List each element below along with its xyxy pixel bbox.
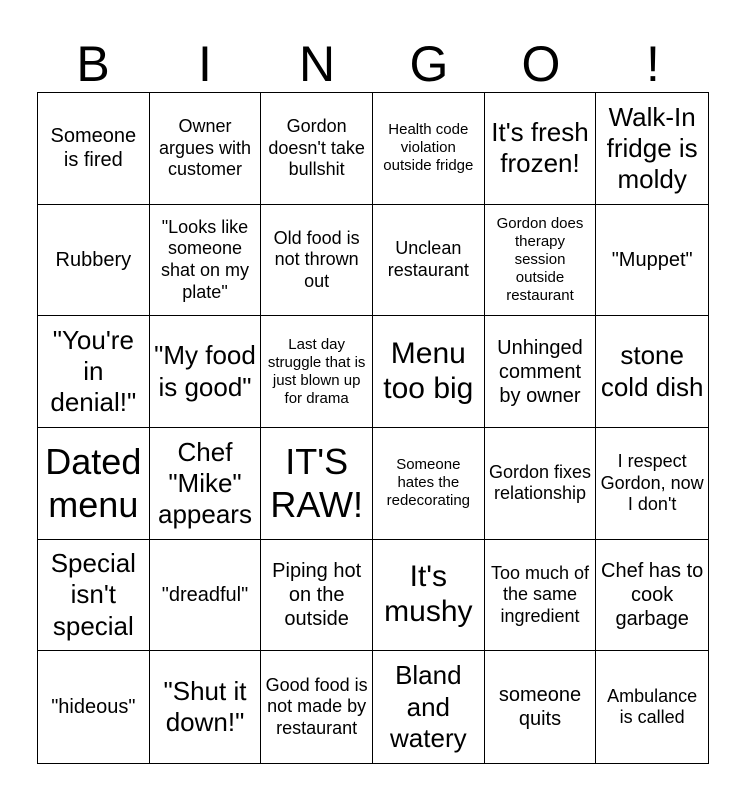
bingo-cell-r3-c6[interactable] <box>596 316 708 428</box>
cell-text: "My food is good" <box>154 340 256 402</box>
bingo-cell-r2-c5[interactable] <box>485 205 597 317</box>
bingo-cell-r6-c6[interactable] <box>596 651 708 763</box>
bingo-cell-r6-c3[interactable] <box>261 651 373 763</box>
cell-text: Special isn't special <box>50 548 136 641</box>
bingo-cell-r5-c4[interactable] <box>373 540 485 652</box>
header-letter-g: G <box>409 36 449 92</box>
cell-text: "Looks like someone shat on my plate" <box>160 216 250 302</box>
bingo-board <box>37 92 709 764</box>
cell-text: Good food is not made by restaurant <box>265 674 368 738</box>
bingo-cell-r2-c6[interactable] <box>596 205 708 317</box>
bingo-cell-r1-c3[interactable] <box>261 93 373 205</box>
header-letter-exclamation: ! <box>646 36 660 92</box>
cell-text: Last day struggle that is just blown up for drama <box>267 335 366 407</box>
bingo-cell-r4-c2[interactable] <box>150 428 262 540</box>
bingo-cell-r3-c4[interactable] <box>373 316 485 428</box>
cell-text: someone quits <box>498 684 582 731</box>
bingo-cell-r6-c5[interactable] <box>485 651 597 763</box>
bingo-cell-r5-c2[interactable] <box>150 540 262 652</box>
bingo-cell-r5-c3[interactable] <box>261 540 373 652</box>
bingo-cell-r1-c5[interactable] <box>485 93 597 205</box>
bingo-cell-r3-c3[interactable] <box>261 316 373 428</box>
cell-text: Gordon doesn't take bullshit <box>268 115 365 180</box>
cell-text: Piping hot on the outside <box>272 559 362 630</box>
bingo-cell-r3-c1[interactable] <box>38 316 150 428</box>
bingo-cell-r5-c1[interactable] <box>38 540 150 652</box>
bingo-cell-r4-c3[interactable] <box>261 428 373 540</box>
bingo-cell-r2-c4[interactable] <box>373 205 485 317</box>
cell-text: It's fresh frozen! <box>491 117 589 179</box>
cell-text: "dreadful" <box>161 583 249 606</box>
bingo-cell-r4-c4[interactable] <box>373 428 485 540</box>
cell-text: "hideous" <box>51 696 136 719</box>
cell-text: Bland and watery <box>390 660 467 753</box>
bingo-cell-r2-c2[interactable] <box>150 205 262 317</box>
header-letter-i: I <box>198 36 212 92</box>
cell-text: Gordon fixes relationship <box>488 461 592 504</box>
bingo-cell-r1-c4[interactable] <box>373 93 485 205</box>
bingo-cell-r1-c2[interactable] <box>150 93 262 205</box>
bingo-cell-r4-c5[interactable] <box>485 428 597 540</box>
cell-text: Someone hates the redecorating <box>386 456 471 510</box>
cell-text: Too much of the same ingredient <box>490 562 590 626</box>
cell-text: "You're in denial!" <box>50 324 137 418</box>
bingo-cell-r6-c4[interactable] <box>373 651 485 763</box>
cell-text: I respect Gordon, now I don't <box>600 450 704 515</box>
bingo-cell-r5-c6[interactable] <box>596 540 708 652</box>
cell-text: "Shut it down!" <box>163 675 247 738</box>
cell-text: IT'S RAW! <box>270 441 363 526</box>
bingo-cell-r1-c6[interactable] <box>596 93 708 205</box>
cell-text: Chef "Mike" appears <box>158 436 252 529</box>
cell-text: Owner argues with customer <box>158 115 252 180</box>
cell-text: Someone is fired <box>50 125 137 172</box>
cell-text: It's mushy <box>384 560 473 628</box>
bingo-cell-r6-c2[interactable] <box>150 651 262 763</box>
cell-text: Menu too big <box>383 337 474 405</box>
bingo-header <box>37 36 709 92</box>
cell-text: Walk-In fridge is moldy <box>606 101 698 194</box>
cell-text: Chef has to cook garbage <box>601 559 704 630</box>
cell-text: Health code violation outside fridge <box>383 121 474 175</box>
cell-text: Ambulance is called <box>607 685 698 728</box>
bingo-cell-r4-c1[interactable] <box>38 428 150 540</box>
cell-text: Unhinged comment by owner <box>497 336 583 407</box>
bingo-cell-r3-c5[interactable] <box>485 316 597 428</box>
bingo-cell-r2-c1[interactable] <box>38 205 150 317</box>
bingo-cell-r6-c1[interactable] <box>38 651 150 763</box>
bingo-cell-r2-c3[interactable] <box>261 205 373 317</box>
cell-text: Dated menu <box>45 441 142 526</box>
header-letter-o: O <box>521 36 561 92</box>
bingo-cell-r3-c2[interactable] <box>150 316 262 428</box>
bingo-cell-r5-c5[interactable] <box>485 540 597 652</box>
bingo-cell-r4-c6[interactable] <box>596 428 708 540</box>
cell-text: Old food is not thrown out <box>273 227 360 291</box>
cell-text: stone cold dish <box>600 340 704 402</box>
cell-text: Gordon does therapy session outside restaurant <box>496 214 584 304</box>
cell-text: Rubbery <box>55 248 132 271</box>
cell-text: "Muppet" <box>611 248 693 271</box>
header-letter-n: N <box>298 36 336 92</box>
cell-text: Unclean restaurant <box>387 238 469 280</box>
header-letter-b: B <box>76 36 110 92</box>
bingo-cell-r1-c1[interactable] <box>38 93 150 205</box>
